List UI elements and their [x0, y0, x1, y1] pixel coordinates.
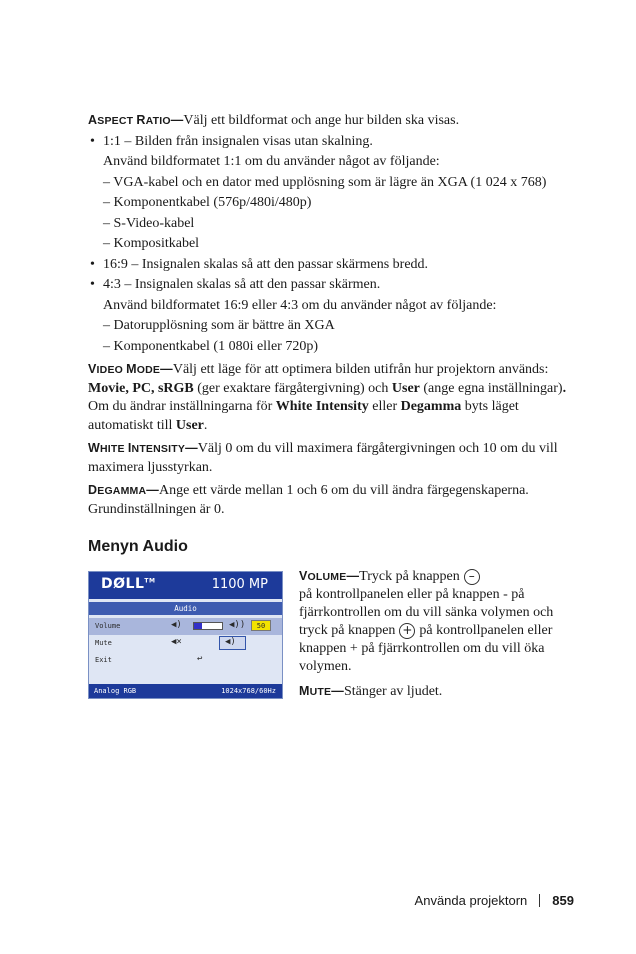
dell-logo: DØLL™ [101, 576, 156, 592]
list-item: – Komponentkabel (1 080i eller 720p) [103, 338, 319, 354]
section-heading: Menyn Audio [88, 538, 188, 555]
bullet-4-3: • 4:3 – Insignalen skalas så att den passar skärmen. [88, 275, 578, 296]
osd-resolution: 1024x768/60Hz [221, 687, 276, 695]
mute-paragraph: MUTE—Stänger av ljudet. [299, 684, 443, 699]
page-content [88, 110, 578, 731]
osd-row-label: Exit [95, 656, 112, 664]
osd-row-label: Mute [95, 639, 112, 647]
audio-description [299, 567, 574, 701]
bullet-4-3-note: Använd bildformatet 16:9 eller 4:3 om du använder något av följande: [103, 297, 497, 313]
list-item: – VGA-kabel och en dator med upplösning som är lägre än XGA (1 024 x 768) [103, 174, 547, 190]
page-footer [415, 893, 574, 908]
list-item: – Datorupplösning som är bättre än XGA [103, 318, 335, 333]
bullet-1-1-note: Använd bildformatet 1:1 om du använder något av följande: [103, 154, 440, 169]
footer-section: Använda projektorn [414, 893, 528, 908]
volume-term: VOLUME— [299, 569, 360, 583]
speaker-muted-icon: ◀× [171, 637, 182, 647]
osd-row-volume [89, 618, 282, 635]
osd-row-mute [89, 635, 282, 652]
audio-section [88, 568, 578, 731]
aspect-ratio-paragraph [88, 110, 578, 132]
list-item: – S-Video-kabel [103, 215, 195, 231]
volume-bar-fill [194, 623, 202, 629]
volume-paragraph: VOLUME—Tryck på knappen – på kontrollpanelen eller på knappen - på fjärrkontrollen om du vill sänka volymen och tryck på knappen + på kontrollpanelen eller knappen + på fjärrkontrollen om du vill öka volymen. [299, 568, 554, 674]
speaker-on-icon: ◀) [225, 637, 236, 647]
white-intensity-term: WHITE INTENSITY— [88, 441, 198, 455]
aspect-ratio-term: ASPECT RATIO— [88, 113, 184, 127]
speaker-icon: ◀) [171, 620, 182, 630]
minus-button-icon: – [464, 569, 480, 585]
white-intensity-paragraph: WHITE INTENSITY—Välj 0 om du vill maximera färgåtergivningen och 10 om du vill maximera ljusstyrkan. [88, 441, 558, 475]
osd-model: 1100 MP [211, 577, 268, 592]
osd-title: Audio [89, 602, 282, 615]
degamma-term: DEGAMMA— [88, 483, 159, 497]
mute-term: MUTE— [299, 684, 344, 698]
osd-row-exit [89, 652, 282, 669]
list-item: – Komponentkabel (576p/480i/480p) [103, 195, 312, 210]
aspect-ratio-desc: Välj ett bildformat och ange hur bilden ska visas. [183, 113, 460, 128]
osd-row-label: Volume [95, 622, 121, 630]
video-mode-term: VIDEO MODE— [88, 362, 173, 376]
osd-source: Analog RGB [94, 687, 137, 695]
volume-bar [193, 622, 223, 630]
bullet-1-1: • 1:1 – Bilden från insignalen visas utan skalning. [88, 132, 578, 153]
degamma-paragraph: DEGAMMA—Ange ett värde mellan 1 och 6 om du vill ändra färgegenskaperna. Grundinställningen är 0. [88, 483, 529, 517]
plus-button-icon: + [399, 623, 415, 639]
footer-divider [539, 894, 540, 907]
osd-footer [89, 684, 282, 698]
volume-value: 50 [251, 620, 271, 631]
page-number: 859 [552, 893, 574, 908]
exit-icon: ↩ [197, 654, 203, 664]
osd-audio-menu-image [88, 571, 283, 699]
speaker-loud-icon: ◀)) [229, 620, 246, 630]
osd-header [89, 572, 282, 599]
video-mode-paragraph: VIDEO MODE—Välj ett läge för att optimera bilden utifrån hur projektorn används: Movie, PC, sRGB (ger exaktare färgåtergivning) och User (ange egna inställningar). Om du ändrar inställningarna för White Intensity eller Degamma byts läget automatiskt till User. [88, 362, 567, 433]
bullet-16-9: • 16:9 – Insignalen skalas så att den passar skärmens bredd. [88, 255, 578, 276]
list-item: – Kompositkabel [103, 236, 200, 251]
